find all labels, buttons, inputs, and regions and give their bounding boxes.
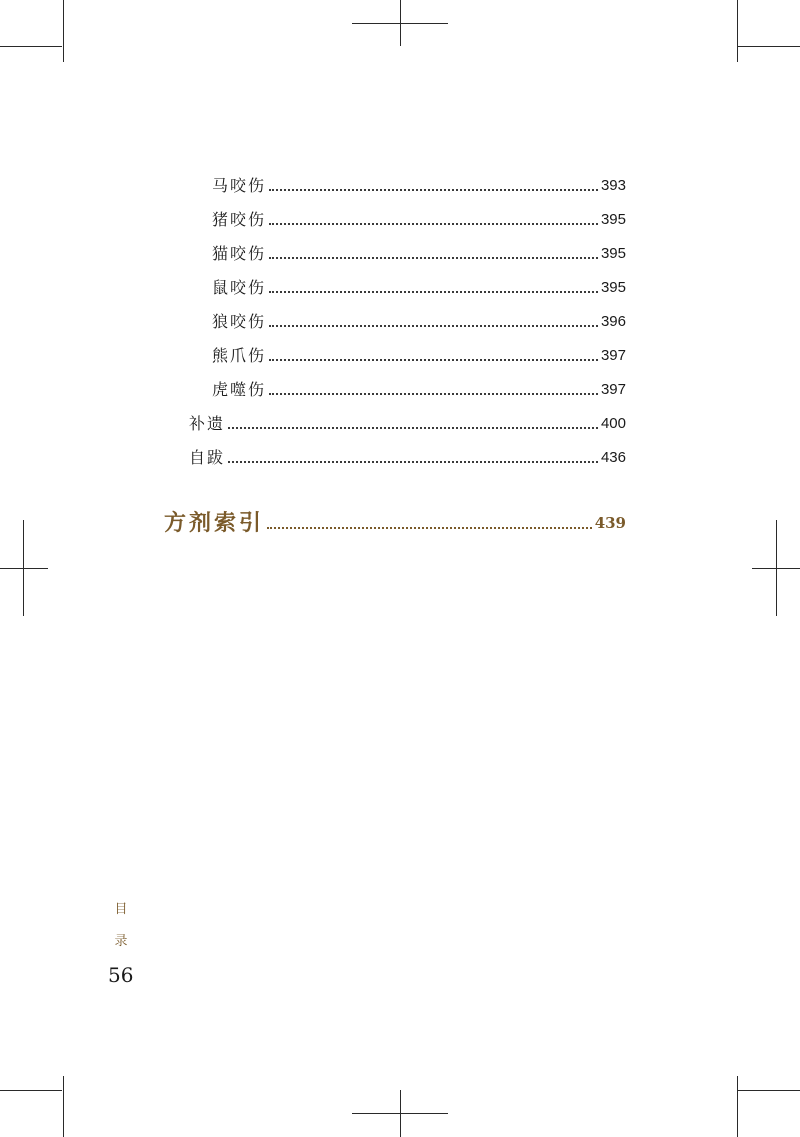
toc-entry-label: 猫咬伤 [212, 244, 267, 263]
dot-leader [228, 427, 598, 429]
toc-entry-label: 鼠咬伤 [212, 278, 267, 297]
crop-mark [738, 46, 800, 47]
toc-entry[interactable] [189, 444, 626, 468]
dot-leader [269, 257, 598, 259]
toc-entry-page: 395 [600, 245, 626, 262]
crop-mark [752, 568, 800, 569]
crop-mark [0, 568, 48, 569]
crop-mark [738, 1090, 800, 1091]
toc-entry-page: 400 [600, 415, 626, 432]
toc-entry[interactable] [212, 240, 626, 264]
crop-mark [63, 0, 64, 62]
running-head-char: 目 [114, 902, 128, 917]
toc-section-page: 439 [594, 514, 626, 532]
toc-entry-label: 补遗 [189, 414, 226, 433]
crop-mark [352, 1113, 448, 1114]
running-head-char: 录 [114, 934, 128, 949]
toc-entry-label: 马咬伤 [212, 176, 267, 195]
toc-entry[interactable] [212, 342, 626, 366]
crop-mark [352, 23, 448, 24]
toc-section-label: 方剂索引 [164, 510, 265, 536]
toc-entry-label: 狼咬伤 [212, 312, 267, 331]
toc-section-heading[interactable] [164, 506, 626, 536]
crop-mark [737, 0, 738, 62]
toc-entry[interactable] [189, 410, 626, 434]
page-number: 56 [108, 963, 134, 987]
dot-leader [269, 189, 598, 191]
dot-leader [228, 461, 598, 463]
toc-entry-page: 396 [600, 313, 626, 330]
toc-entry-page: 436 [600, 449, 626, 466]
crop-mark [737, 1076, 738, 1137]
crop-mark [63, 1076, 64, 1137]
toc-entry-page: 393 [600, 177, 626, 194]
crop-mark [0, 1090, 62, 1091]
dot-leader [269, 393, 598, 395]
toc-entry-page: 397 [600, 347, 626, 364]
toc-entry-page: 395 [600, 279, 626, 296]
toc-entry[interactable] [212, 206, 626, 230]
dot-leader [269, 325, 598, 327]
toc-entry-label: 熊爪伤 [212, 346, 267, 365]
toc-entry-label: 自跋 [189, 448, 226, 467]
dot-leader [267, 527, 592, 529]
toc-entry[interactable] [212, 172, 626, 196]
toc-entry-page: 395 [600, 211, 626, 228]
toc-entry[interactable] [212, 376, 626, 400]
dot-leader [269, 291, 598, 293]
toc-entry-page: 397 [600, 381, 626, 398]
toc-entry-label: 虎噬伤 [212, 380, 267, 399]
toc-entry[interactable] [212, 274, 626, 298]
toc-entry-label: 猪咬伤 [212, 210, 267, 229]
crop-mark [0, 46, 62, 47]
dot-leader [269, 359, 598, 361]
toc-entry[interactable] [212, 308, 626, 332]
dot-leader [269, 223, 598, 225]
